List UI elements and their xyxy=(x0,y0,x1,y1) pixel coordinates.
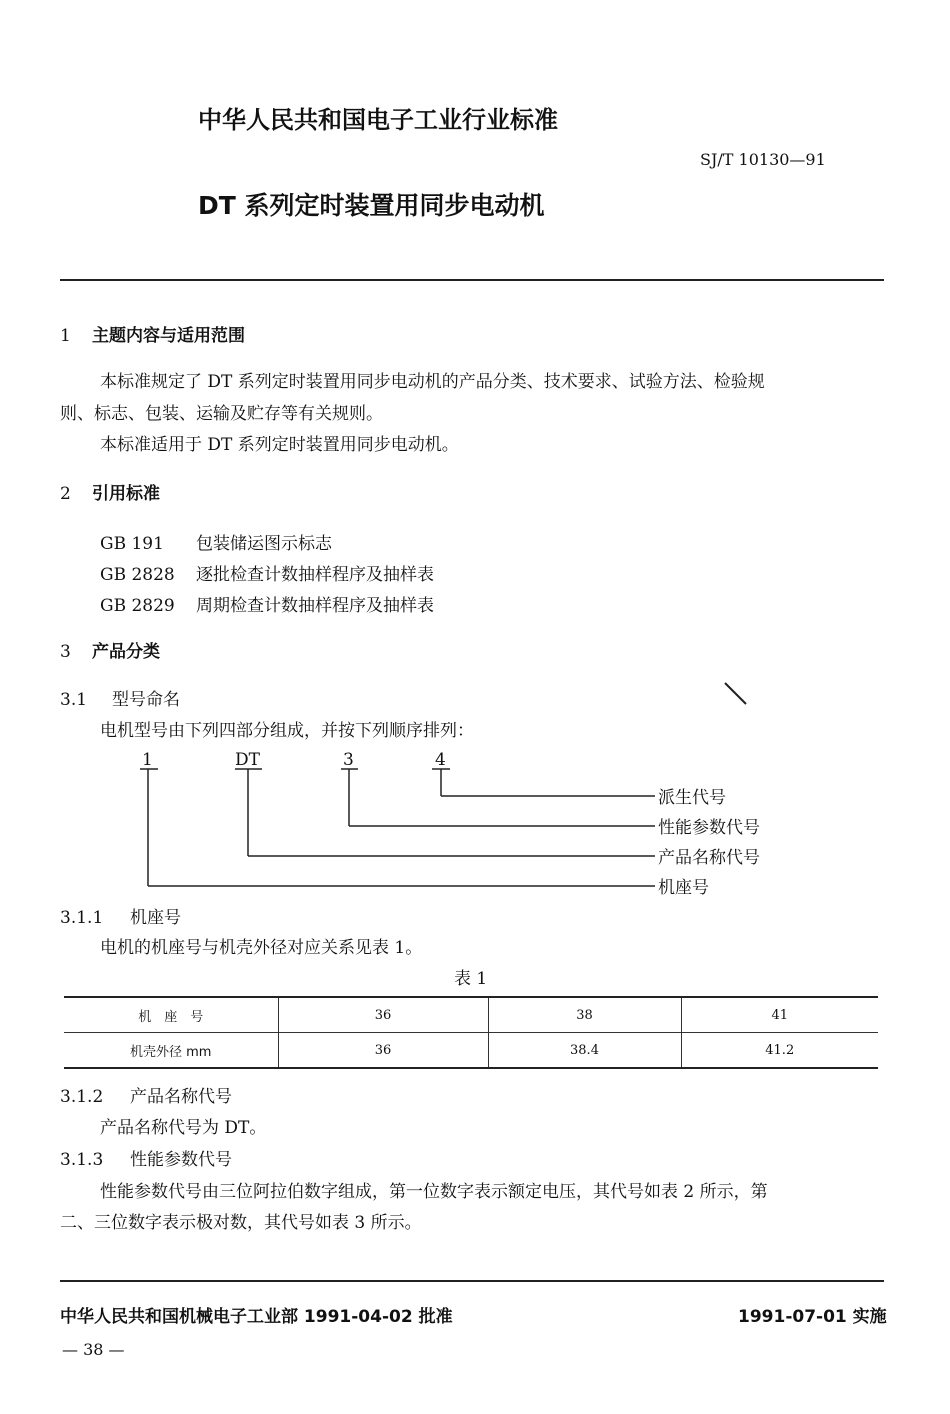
section-1-number: 1 xyxy=(60,326,71,346)
ref-title: 包装储运图示标志 xyxy=(196,534,332,554)
section-3-1-number: 3.1 xyxy=(60,690,88,710)
table-row xyxy=(64,997,878,1033)
section-1-para1-line2: 则、标志、包装、运输及贮存等有关规则。 xyxy=(60,404,383,424)
section-3-1-2-number: 3.1.2 xyxy=(60,1087,104,1107)
table-cell: 41.2 xyxy=(681,1033,878,1069)
stray-pen-mark xyxy=(725,683,746,704)
ref-code: GB 2829 xyxy=(100,596,175,616)
document-title: DT 系列定时装置用同步电动机 xyxy=(198,191,545,220)
model-part-label: 1 xyxy=(142,750,153,770)
ref-title: 逐批检查计数抽样程序及抽样表 xyxy=(196,565,434,585)
model-part-label: 4 xyxy=(435,750,446,770)
section-3-1-3-line2: 二、三位数字表示极对数，其代号如表 3 所示。 xyxy=(60,1213,422,1233)
table-row xyxy=(64,1033,878,1069)
section-2-number: 2 xyxy=(60,484,71,504)
section-3-1-1-heading: 机座号 xyxy=(130,908,181,928)
section-3-1-2-heading: 产品名称代号 xyxy=(130,1087,232,1107)
section-2-heading: 引用标准 xyxy=(92,484,160,504)
section-3-1-text: 电机型号由下列四部分组成，并按下列顺序排列： xyxy=(100,721,474,741)
table-cell: 36 xyxy=(278,1033,488,1069)
issuing-agency: 中华人民共和国电子工业行业标准 xyxy=(198,106,558,134)
table-cell: 36 xyxy=(278,997,488,1033)
diagram-label-product-name-code: 产品名称代号 xyxy=(658,848,760,868)
diagram-label-performance-code: 性能参数代号 xyxy=(658,818,760,838)
section-3-1-3-heading: 性能参数代号 xyxy=(130,1150,232,1170)
diagram-label-derivative-code: 派生代号 xyxy=(658,788,726,808)
section-3-1-3-line1: 性能参数代号由三位阿拉伯数字组成，第一位数字表示额定电压，其代号如表 2 所示，第 xyxy=(100,1182,768,1202)
table-1 xyxy=(64,996,878,1069)
section-3-1-heading: 型号命名 xyxy=(112,690,180,710)
ref-code: GB 2828 xyxy=(100,565,175,585)
table-cell: 38.4 xyxy=(488,1033,681,1069)
table-1-caption: 表 1 xyxy=(454,969,488,989)
section-3-1-1-number: 3.1.1 xyxy=(60,908,104,928)
section-1-heading: 主题内容与适用范围 xyxy=(92,326,245,346)
footer-rule xyxy=(60,1280,884,1282)
section-1-para1-line1: 本标准规定了 DT 系列定时装置用同步电动机的产品分类、技术要求、试验方法、检验规 xyxy=(100,372,765,392)
ref-code: GB 191 xyxy=(100,534,164,554)
model-part-label: 3 xyxy=(343,750,354,770)
page-number: — 38 — xyxy=(62,1340,125,1359)
section-3-1-1-text: 电机的机座号与机壳外径对应关系见表 1。 xyxy=(100,938,423,958)
section-1-para2: 本标准适用于 DT 系列定时装置用同步电动机。 xyxy=(100,435,459,455)
standard-code: SJ/T 10130—91 xyxy=(700,150,826,169)
section-3-1-3-number: 3.1.3 xyxy=(60,1150,104,1170)
effective-date: 1991-07-01 实施 xyxy=(738,1307,887,1327)
table-cell: 机壳外径 mm xyxy=(64,1033,278,1069)
section-3-1-2-text: 产品名称代号为 DT。 xyxy=(100,1118,267,1138)
model-part-label: DT xyxy=(235,750,260,770)
table-cell: 机 座 号 xyxy=(64,997,278,1033)
ref-title: 周期检查计数抽样程序及抽样表 xyxy=(196,596,434,616)
table-cell: 38 xyxy=(488,997,681,1033)
section-3-heading: 产品分类 xyxy=(92,642,160,662)
approval-line: 中华人民共和国机械电子工业部 1991-04-02 批准 xyxy=(60,1307,453,1327)
diagram-label-frame-number: 机座号 xyxy=(658,878,709,898)
section-3-number: 3 xyxy=(60,642,71,662)
table-cell: 41 xyxy=(681,997,878,1033)
